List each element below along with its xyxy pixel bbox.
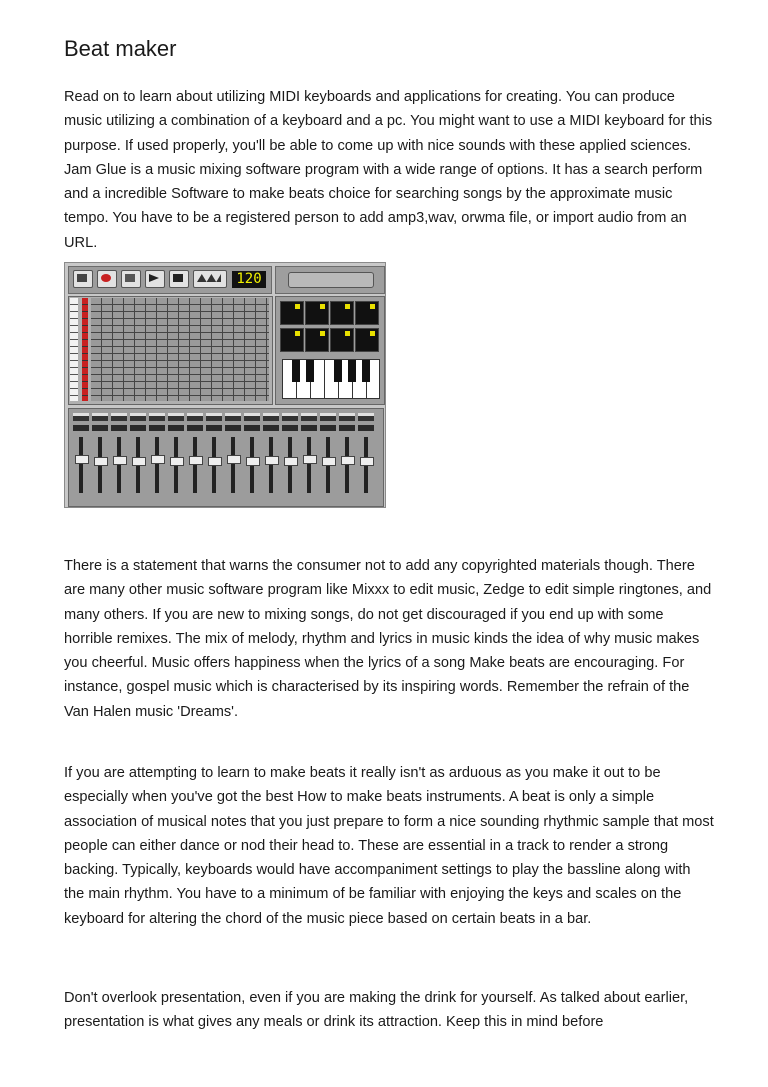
record-icon <box>97 270 117 288</box>
rewind-icon <box>121 270 141 288</box>
save-icon <box>73 270 93 288</box>
app-logo <box>275 266 385 294</box>
paragraph-1: Read on to learn about utilizing MIDI keyboards and applications for creating. You can produce music utilizing a combination of a keyboard and a pc. You might want to use a MIDI keyboard for this purpose. If used properly, you'll be able to come up with nice sounds with these applied sciences. Jam Glue is a music mixing software program with a wide range of options. It has a search perform and a incredible Software to make beats choice for searching songs by the approximate music tempo. You have to be a registered person to add amp3,wav, orwma file, or import audio from an URL. <box>64 89 713 251</box>
stop-icon <box>169 270 189 288</box>
beat-maker-app-image <box>64 262 386 508</box>
play-icon <box>145 270 165 288</box>
step-sequencer-grid <box>68 296 273 405</box>
paragraph-3: If you are attempting to learn to make beats it really isn't as arduous as you make it out to be especially when you've got the best How to make beats instruments. A beat is only a simple association of musical notes that you just prepare to form a nice sounding rhythmic sample that most people can either dance or nod their head to. These are essential in a track to render a strong backing. Typically, keyboards would have accompaniment settings to play the bassline along with the main rhythm. You have to a minimum of be familiar with enjoying the keys and scales on the keyboard for altering the chord of the music piece based on certain beats in a bar. <box>64 765 714 927</box>
bpm-arrows-icon <box>193 270 227 288</box>
piano-keyboard <box>282 359 380 399</box>
app-toolbar <box>68 266 272 294</box>
paragraph-2: There is a statement that warns the consumer not to add any copyrighted materials though. There are many other music software program like Mixxx to edit music, Zedge to edit simple ringtones, and many others. If you are new to mixing songs, do not get discouraged if you end up with some horrible remixes. The mix of melody, rhythm and lyrics in music kinds the idea of why music makes you cheerful. Music offers happiness when the lyrics of a song Make beats are encouraging. For instance, gospel music which is characterised by its inspiring words. Remember the refrain of the Van Halen music 'Dreams'. <box>64 558 712 720</box>
bpm-display: 120 <box>232 271 266 288</box>
drum-pads-panel <box>275 296 385 405</box>
page-title: Beat maker <box>64 36 177 61</box>
mixer-panel <box>68 408 384 507</box>
paragraph-4: Don't overlook presentation, even if you are making the drink for yourself. As talked about earlier, presentation is what gives any meals or drink its attraction. Keep this in mind before <box>64 990 689 1031</box>
